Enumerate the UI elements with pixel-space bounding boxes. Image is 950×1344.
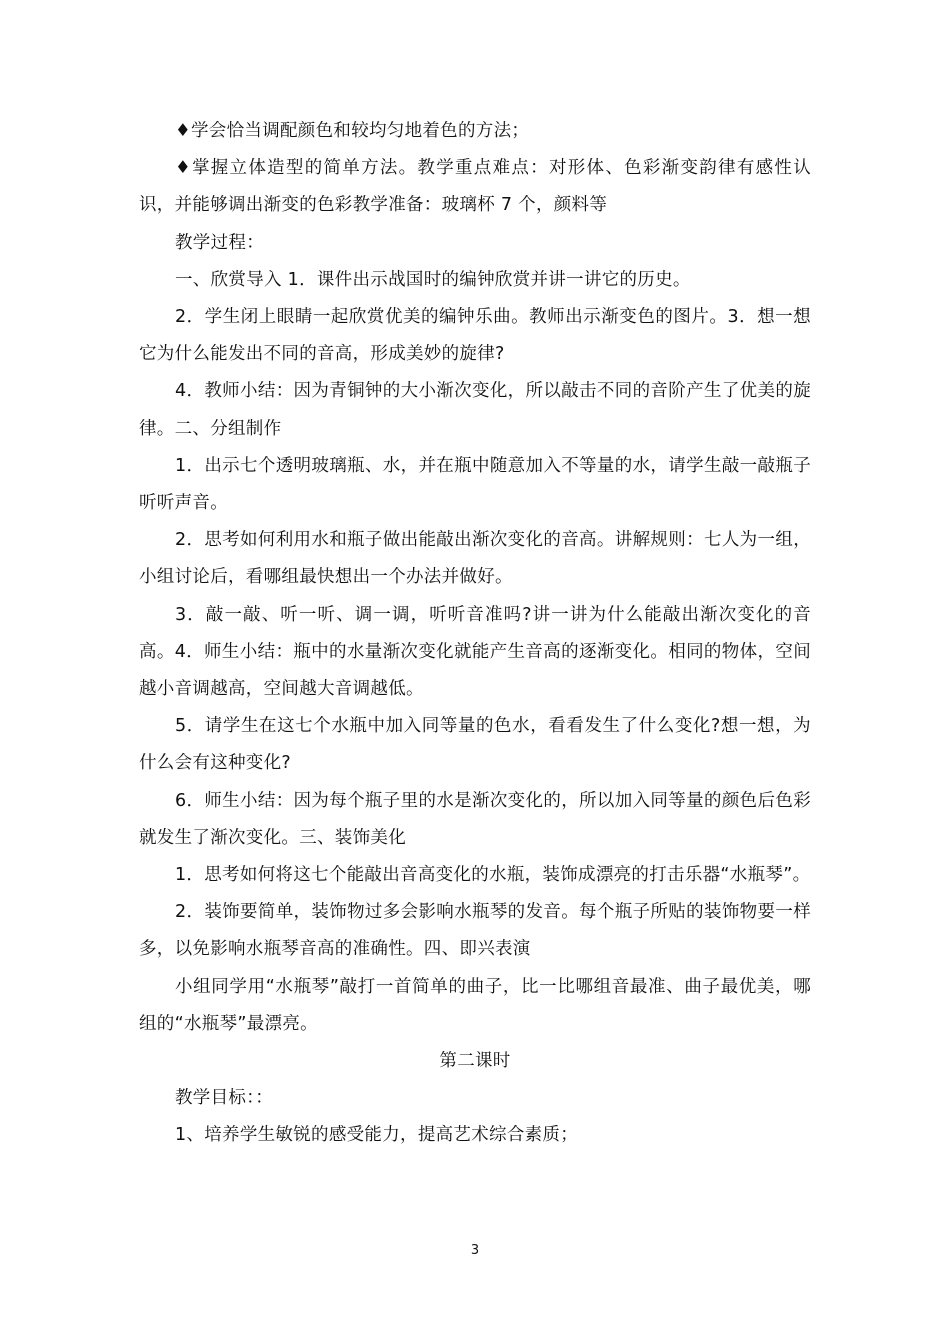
paragraph-step-5: 2．思考如何利用水和瓶子做出能敲出渐次变化的音高。讲解规则：七人为一组，小组讨论后，看哪组最快想出一个办法并做好。 xyxy=(139,530,811,588)
paragraph-step-8: 6．师生小结：因为每个瓶子里的水是渐次变化的，所以加入同等量的颜色后色彩就发生了渐次变化。三、装饰美化 xyxy=(139,790,811,848)
paragraph-step-9: 1．思考如何将这七个能敲出音高变化的水瓶，装饰成漂亮的打击乐器“水瓶琴”。 xyxy=(175,865,811,886)
paragraph-step-10: 2．装饰要简单，装饰物过多会影响水瓶琴的发音。每个瓶子所贴的装饰物要一样多，以免影响水瓶琴音高的准确性。四、即兴表演 xyxy=(139,902,811,960)
paragraph-goals-heading: 教学目标：： xyxy=(175,1088,274,1109)
section-title: 第二课时 xyxy=(439,1051,511,1072)
paragraph-goal-1: 1、培养学生敏锐的感受能力，提高艺术综合素质； xyxy=(175,1125,579,1146)
document-body xyxy=(139,113,811,1155)
paragraph-step-11: 小组同学用“水瓶琴”敲打一首简单的曲子，比一比哪组音最准、曲子最优美，哪组的“水瓶琴”最漂亮。 xyxy=(139,976,811,1034)
paragraph-step-3: 4．教师小结：因为青铜钟的大小渐次变化，所以敲击不同的音阶产生了优美的旋律。二、分组制作 xyxy=(139,381,811,439)
paragraph-step-6: 3．敲一敲、听一听、调一调，听听音准吗?讲一讲为什么能敲出渐次变化的音高。4．师生小结：瓶中的水量渐次变化就能产生音高的逐渐变化。相同的物体，空间越小音调越高，空间越大音调越低。 xyxy=(139,604,811,700)
paragraph-objective-color: ♦学会恰当调配颜色和较均匀地着色的方法； xyxy=(175,121,530,141)
paragraph-step-7: 5．请学生在这七个水瓶中加入同等量的色水，看看发生了什么变化?想一想，为什么会有这种变化? xyxy=(139,716,811,774)
paragraph-process-heading: 教学过程： xyxy=(175,232,264,253)
paragraph-objective-shape: ♦掌握立体造型的简单方法。教学重点难点：对形体、色彩渐变韵律有感性认识，并能够调出渐变的色彩教学准备：玻璃杯 7 个，颜料等 xyxy=(139,158,811,216)
page-number: 3 xyxy=(470,1243,480,1258)
paragraph-step-1: 一、欣赏导入 1．课件出示战国时的编钟欣赏并讲一讲它的历史。 xyxy=(175,269,691,290)
paragraph-step-2: 2．学生闭上眼睛一起欣赏优美的编钟乐曲。教师出示渐变色的图片。3．想一想它为什么能发出不同的音高，形成美妙的旋律? xyxy=(139,307,811,365)
paragraph-step-4: 1．出示七个透明玻璃瓶、水，并在瓶中随意加入不等量的水，请学生敲一敲瓶子听听声音。 xyxy=(139,455,811,514)
